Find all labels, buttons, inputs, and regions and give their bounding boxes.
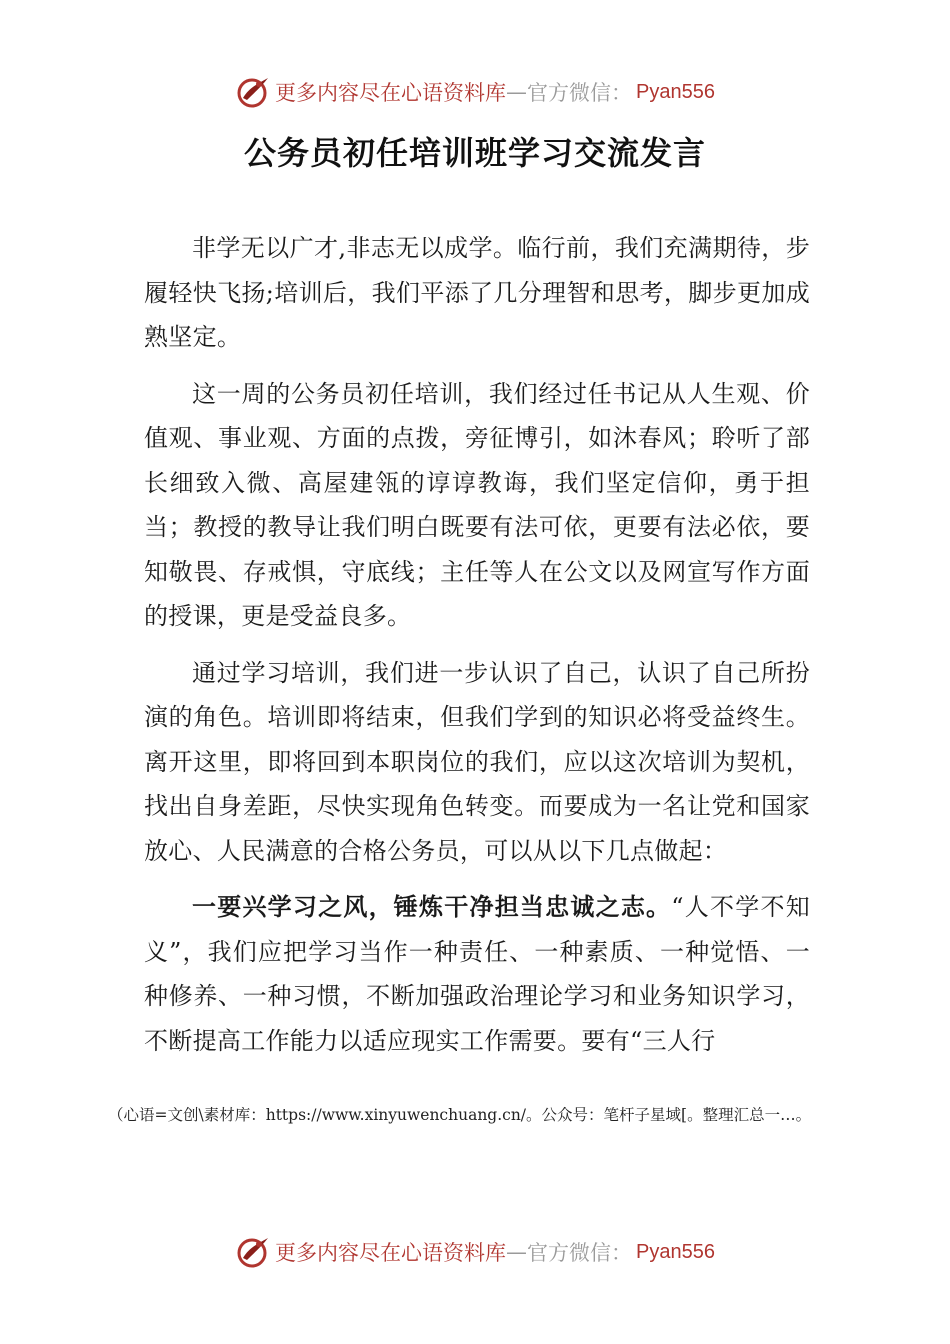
- brand-logo-icon: [235, 1234, 271, 1270]
- source-footnote: （心语=文创\素材库：https://www.xinyuwenchuang.cn/。公众号：笔杆子星域[。整理汇总一…。: [108, 1106, 812, 1124]
- banner-dash: —: [506, 80, 528, 104]
- document-title: 公务员初任培训班学习交流发言: [243, 134, 706, 172]
- banner-wechat-id: Pyan556: [636, 80, 715, 103]
- paragraph: [144, 226, 810, 360]
- paragraph-text: 非学无以广才,非志无以成学。临行前，我们充满期待，步履轻快飞扬;培训后，我们平添了几分理智和思考，脚步更加成熟坚定。: [144, 234, 810, 351]
- banner-wechat-id: Pyan556: [636, 1240, 715, 1263]
- brand-logo-icon: [235, 74, 271, 110]
- banner-dash: —: [506, 1240, 528, 1264]
- paragraph-text: 通过学习培训，我们进一步认识了自己，认识了自己所扮演的角色。培训即将结束，但我们学到的知识必将受益终生。离开这里，即将回到本职岗位的我们，应以这次培训为契机，找出自身差距，尽快实现角色转变。而要成为一名让党和国家放心、人民满意的合格公务员，可以从以下几点做起：: [144, 658, 810, 865]
- paragraph: [144, 651, 810, 874]
- banner-text: 更多内容尽在心语资料库: [275, 1241, 507, 1265]
- paragraph: [144, 372, 810, 639]
- paragraph: [144, 885, 810, 1063]
- document-body: [144, 226, 810, 1075]
- banner-text: 更多内容尽在心语资料库: [275, 81, 507, 105]
- paragraph-text: “人不学不知义”，我们应把学习当作一种责任、一种素质、一种觉悟、一种修养、一种习惯，不断加强政治理论学习和业务知识学习，不断提高工作能力以适应现实工作需要。要有“三人行: [144, 893, 810, 1055]
- paragraph-text: 这一周的公务员初任培训，我们经过任书记从人生观、价值观、事业观、方面的点拨，旁征博引，如沐春风；聆听了部长细致入微、高屋建瓴的谆谆教诲，我们坚定信仰，勇于担当；教授的教导让我们明白既要有法可依，更要有法必依，要知敬畏、存戒惧，守底线；主任等人在公文以及网宣写作方面的授课，更是受益良多。: [144, 379, 810, 630]
- footer-banner: [0, 1232, 950, 1272]
- paragraph-lead-bold: 一要兴学习之风，锤炼干净担当忠诚之志。: [192, 893, 672, 921]
- header-banner: [0, 72, 950, 112]
- banner-wechat-label: 官方微信：: [527, 1241, 633, 1265]
- banner-wechat-label: 官方微信：: [527, 81, 633, 105]
